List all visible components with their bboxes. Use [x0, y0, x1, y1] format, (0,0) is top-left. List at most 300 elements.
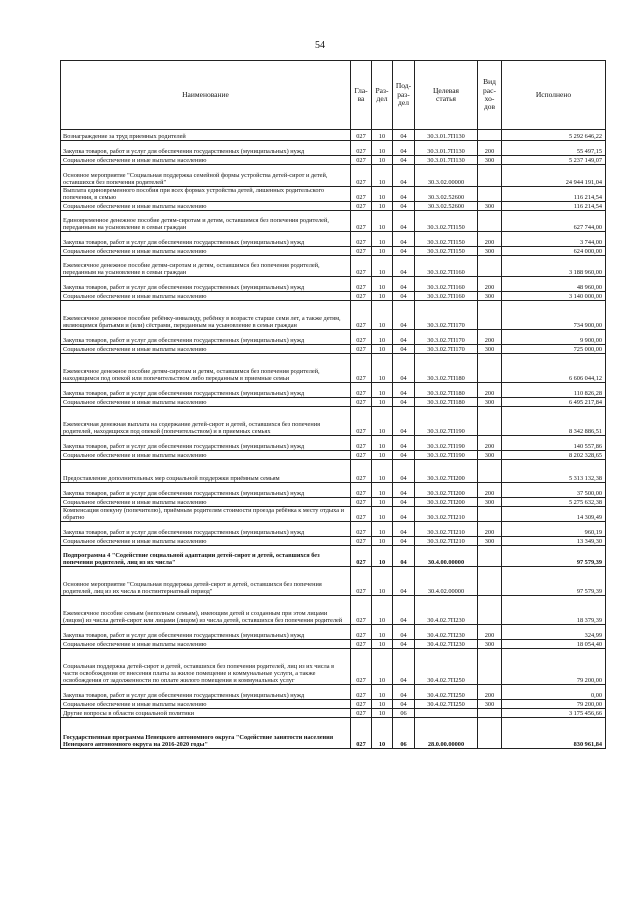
row-podrazdel: 06: [393, 718, 415, 749]
row-glava: 027: [351, 345, 372, 354]
row-amount: 3 140 000,00: [502, 292, 606, 301]
row-name: Закупка товаров, работ и услуг для обеспечения государственных (муниципальных) нужд: [61, 330, 351, 345]
row-amount: 734 900,00: [502, 301, 606, 330]
row-razdel: 10: [372, 187, 393, 202]
row-vid: [478, 709, 502, 718]
table-row: [61, 165, 606, 187]
row-name: Социальное обеспечение и иные выплаты населению: [61, 292, 351, 301]
row-vid: 200: [478, 330, 502, 345]
row-target: 30.3.02.52600: [415, 187, 478, 202]
table-row: [61, 277, 606, 292]
row-razdel: 10: [372, 546, 393, 567]
table-row: [61, 567, 606, 596]
row-name: Единовременное денежное пособие детям-сиротам и детям, оставшимся без попечения родителей, переданным на усыновление в семьи граждан: [61, 211, 351, 232]
row-podrazdel: 04: [393, 211, 415, 232]
row-amount: 5 313 132,38: [502, 460, 606, 483]
row-target: [415, 709, 478, 718]
row-target: 28.0.00.00000: [415, 718, 478, 749]
row-vid: 300: [478, 292, 502, 301]
row-amount: 116 214,54: [502, 187, 606, 202]
row-razdel: 10: [372, 522, 393, 537]
row-podrazdel: 04: [393, 354, 415, 383]
row-razdel: 10: [372, 383, 393, 398]
row-glava: 027: [351, 156, 372, 165]
row-razdel: 10: [372, 292, 393, 301]
row-amount: 9 900,00: [502, 330, 606, 345]
row-amount: 3 744,00: [502, 232, 606, 247]
page-number: 54: [315, 40, 325, 51]
row-podrazdel: 04: [393, 640, 415, 649]
row-target: 30.3.02.7П200: [415, 460, 478, 483]
table-row: [61, 546, 606, 567]
row-vid: 300: [478, 537, 502, 546]
row-glava: 027: [351, 537, 372, 546]
table-row: [61, 330, 606, 345]
row-name: Социальное обеспечение и иные выплаты населению: [61, 398, 351, 407]
row-amount: 79 200,00: [502, 700, 606, 709]
table-row: [61, 483, 606, 498]
row-name: Ежемесячная денежная выплата на содержание детей-сирот и детей, оставшихся без попечения родителей, находящихся под опекой (попечительством) и в приемных семьях: [61, 407, 351, 436]
row-amount: 5 292 646,22: [502, 130, 606, 141]
row-name: Государственная программа Ненецкого автономного округа "Содействие занятости населения Ненецкого автономного округа на 2016-2020 годы": [61, 718, 351, 749]
row-vid: 200: [478, 436, 502, 451]
table-row: [61, 709, 606, 718]
row-podrazdel: 04: [393, 522, 415, 537]
row-name: Ежемесячное денежное пособие ребёнку-инвалиду, ребёнку в возрасте старше семи лет, а также детям, являющимся братьями и (или) сёстрами, переданным на усыновление в семьи граждан: [61, 301, 351, 330]
row-name: Социальное обеспечение и иные выплаты населению: [61, 156, 351, 165]
row-target: 30.4.02.7П250: [415, 649, 478, 685]
table-row: [61, 649, 606, 685]
row-glava: 027: [351, 709, 372, 718]
header-razdel: Раз- дел: [372, 61, 393, 130]
row-name: Закупка товаров, работ и услуг для обеспечения государственных (муниципальных) нужд: [61, 522, 351, 537]
row-podrazdel: 04: [393, 498, 415, 507]
row-razdel: 10: [372, 596, 393, 625]
row-target: 30.3.02.7П150: [415, 211, 478, 232]
row-name: Основное мероприятие "Социальная поддержка детей-сирот и детей, оставшихся без попечения родителей, лиц из их числа в постинтернатный период": [61, 567, 351, 596]
row-vid: [478, 301, 502, 330]
row-razdel: 10: [372, 130, 393, 141]
row-glava: 027: [351, 567, 372, 596]
row-name: Ежемесячное денежное пособие детям-сиротам и детям, оставшимся без попечения родителей, находящимся под опекой или попечительством либо переданным в приемные семьи: [61, 354, 351, 383]
row-razdel: 10: [372, 436, 393, 451]
row-vid: 200: [478, 383, 502, 398]
row-razdel: 10: [372, 483, 393, 498]
row-target: 30.3.02.00000: [415, 165, 478, 187]
row-amount: 960,19: [502, 522, 606, 537]
row-razdel: 10: [372, 277, 393, 292]
row-target: 30.3.02.7П180: [415, 398, 478, 407]
row-target: 30.4.02.7П250: [415, 700, 478, 709]
row-podrazdel: 04: [393, 292, 415, 301]
table-row: [61, 292, 606, 301]
table-row: [61, 596, 606, 625]
row-razdel: 10: [372, 460, 393, 483]
row-vid: [478, 354, 502, 383]
row-razdel: 10: [372, 640, 393, 649]
row-vid: 300: [478, 345, 502, 354]
row-podrazdel: 04: [393, 256, 415, 277]
row-vid: 200: [478, 483, 502, 498]
row-name: Закупка товаров, работ и услуг для обеспечения государственных (муниципальных) нужд: [61, 232, 351, 247]
row-glava: 027: [351, 507, 372, 522]
row-razdel: 10: [372, 700, 393, 709]
row-glava: 027: [351, 383, 372, 398]
row-name: Закупка товаров, работ и услуг для обеспечения государственных (муниципальных) нужд: [61, 141, 351, 156]
table-row: [61, 700, 606, 709]
table-row: [61, 537, 606, 546]
row-glava: 027: [351, 407, 372, 436]
table-row: [61, 141, 606, 156]
row-razdel: 10: [372, 537, 393, 546]
row-podrazdel: 04: [393, 567, 415, 596]
row-glava: 027: [351, 202, 372, 211]
row-amount: 324,99: [502, 625, 606, 640]
row-amount: 97 579,39: [502, 546, 606, 567]
row-podrazdel: 04: [393, 451, 415, 460]
row-razdel: 10: [372, 345, 393, 354]
row-razdel: 10: [372, 156, 393, 165]
row-name: Социальное обеспечение и иные выплаты населению: [61, 451, 351, 460]
row-amount: 97 579,39: [502, 567, 606, 596]
row-razdel: 10: [372, 685, 393, 700]
row-target: 30.3.02.7П210: [415, 507, 478, 522]
row-podrazdel: 04: [393, 537, 415, 546]
row-target: 30.3.02.7П200: [415, 498, 478, 507]
row-podrazdel: 04: [393, 407, 415, 436]
table-row: [61, 460, 606, 483]
row-razdel: 10: [372, 202, 393, 211]
row-podrazdel: 04: [393, 483, 415, 498]
header-target: Целевая статья: [415, 61, 478, 130]
row-razdel: 10: [372, 141, 393, 156]
table-row: [61, 640, 606, 649]
row-name: Социальное обеспечение и иные выплаты населению: [61, 202, 351, 211]
row-vid: [478, 596, 502, 625]
row-name: Предоставление дополнительных мер социальной поддержки приёмным семьям: [61, 460, 351, 483]
table-row: [61, 507, 606, 522]
row-amount: 3 188 960,00: [502, 256, 606, 277]
row-podrazdel: 04: [393, 165, 415, 187]
row-glava: 027: [351, 451, 372, 460]
row-amount: 624 000,00: [502, 247, 606, 256]
row-name: Подпрограмма 4 "Содействие социальной адаптации детей-сирот и детей, оставшихся без попечения родителей, лиц из их числа": [61, 546, 351, 567]
row-glava: 027: [351, 354, 372, 383]
row-vid: 300: [478, 498, 502, 507]
row-vid: [478, 460, 502, 483]
row-razdel: 10: [372, 301, 393, 330]
row-razdel: 10: [372, 649, 393, 685]
row-glava: 027: [351, 718, 372, 749]
row-amount: 13 349,30: [502, 537, 606, 546]
row-amount: 6 495 217,84: [502, 398, 606, 407]
row-glava: 027: [351, 685, 372, 700]
row-vid: [478, 187, 502, 202]
row-name: Ежемесячное денежное пособие детям-сиротам и детям, оставшимся без попечения родителей, переданным на усыновление в семьи граждан: [61, 256, 351, 277]
row-vid: 300: [478, 700, 502, 709]
row-podrazdel: 04: [393, 247, 415, 256]
row-podrazdel: 04: [393, 141, 415, 156]
row-podrazdel: 04: [393, 460, 415, 483]
row-razdel: 10: [372, 256, 393, 277]
row-glava: 027: [351, 330, 372, 345]
row-name: Закупка товаров, работ и услуг для обеспечения государственных (муниципальных) нужд: [61, 436, 351, 451]
row-vid: [478, 211, 502, 232]
table-row: [61, 202, 606, 211]
header-done: Исполнено: [502, 61, 606, 130]
row-amount: 725 000,00: [502, 345, 606, 354]
row-name: Закупка товаров, работ и услуг для обеспечения государственных (муниципальных) нужд: [61, 685, 351, 700]
row-name: Закупка товаров, работ и услуг для обеспечения государственных (муниципальных) нужд: [61, 483, 351, 498]
row-vid: 300: [478, 451, 502, 460]
table-row: [61, 498, 606, 507]
row-target: 30.3.02.7П160: [415, 277, 478, 292]
row-vid: 200: [478, 232, 502, 247]
row-podrazdel: 04: [393, 330, 415, 345]
row-glava: 027: [351, 277, 372, 292]
row-name: Закупка товаров, работ и услуг для обеспечения государственных (муниципальных) нужд: [61, 625, 351, 640]
row-vid: 200: [478, 685, 502, 700]
row-amount: 18 379,39: [502, 596, 606, 625]
row-razdel: 10: [372, 507, 393, 522]
row-vid: 200: [478, 277, 502, 292]
row-razdel: 10: [372, 709, 393, 718]
row-razdel: 10: [372, 498, 393, 507]
row-amount: 0,00: [502, 685, 606, 700]
row-podrazdel: 04: [393, 546, 415, 567]
row-glava: 027: [351, 211, 372, 232]
row-name: Вознаграждение за труд приемных родителей: [61, 130, 351, 141]
row-podrazdel: 04: [393, 301, 415, 330]
header-glava: Гла- ва: [351, 61, 372, 130]
row-target: 30.4.02.7П230: [415, 625, 478, 640]
row-podrazdel: 04: [393, 232, 415, 247]
row-name: Социальное обеспечение и иные выплаты населению: [61, 247, 351, 256]
row-podrazdel: 04: [393, 398, 415, 407]
row-razdel: 10: [372, 567, 393, 596]
row-vid: [478, 407, 502, 436]
row-name: Социальное обеспечение и иные выплаты населению: [61, 640, 351, 649]
table-row: [61, 156, 606, 165]
table-row: [61, 301, 606, 330]
row-vid: 300: [478, 247, 502, 256]
table-row: [61, 718, 606, 749]
table-row: [61, 451, 606, 460]
row-podrazdel: 04: [393, 187, 415, 202]
row-target: 30.3.02.7П150: [415, 247, 478, 256]
row-amount: 24 944 191,04: [502, 165, 606, 187]
row-target: 30.4.02.7П230: [415, 640, 478, 649]
header-name: Наименование: [61, 61, 351, 130]
row-vid: 300: [478, 156, 502, 165]
table-row: [61, 256, 606, 277]
row-razdel: 10: [372, 330, 393, 345]
row-name: Социальное обеспечение и иные выплаты населению: [61, 498, 351, 507]
row-target: 30.4.02.7П230: [415, 596, 478, 625]
row-target: 30.3.01.7П130: [415, 156, 478, 165]
row-razdel: 10: [372, 398, 393, 407]
table-row: [61, 354, 606, 383]
row-target: 30.3.02.7П160: [415, 256, 478, 277]
row-target: 30.3.01.7П130: [415, 141, 478, 156]
row-target: 30.3.02.7П180: [415, 354, 478, 383]
row-glava: 027: [351, 130, 372, 141]
row-podrazdel: 04: [393, 700, 415, 709]
row-target: 30.3.02.7П210: [415, 522, 478, 537]
row-glava: 027: [351, 640, 372, 649]
row-podrazdel: 04: [393, 685, 415, 700]
table-row: [61, 625, 606, 640]
table-row: [61, 436, 606, 451]
row-amount: 8 202 328,65: [502, 451, 606, 460]
row-target: 30.3.02.7П160: [415, 292, 478, 301]
row-razdel: 10: [372, 211, 393, 232]
row-target: 30.3.02.7П170: [415, 345, 478, 354]
row-name: Закупка товаров, работ и услуг для обеспечения государственных (муниципальных) нужд: [61, 277, 351, 292]
row-vid: [478, 718, 502, 749]
row-amount: 110 826,28: [502, 383, 606, 398]
table-row: [61, 383, 606, 398]
row-amount: 14 309,49: [502, 507, 606, 522]
row-glava: 027: [351, 301, 372, 330]
row-amount: 37 500,00: [502, 483, 606, 498]
row-razdel: 10: [372, 354, 393, 383]
row-glava: 027: [351, 460, 372, 483]
row-vid: [478, 165, 502, 187]
table-row: [61, 345, 606, 354]
row-razdel: 10: [372, 165, 393, 187]
row-amount: 79 200,00: [502, 649, 606, 685]
row-podrazdel: 04: [393, 383, 415, 398]
row-glava: 027: [351, 232, 372, 247]
row-name: Основное мероприятие "Социальная поддержка семейной формы устройства детей-сирот и детей, оставшихся без попечения родителей": [61, 165, 351, 187]
header-vid: Вид рас- хо- дов: [478, 61, 502, 130]
row-target: 30.3.02.7П170: [415, 301, 478, 330]
row-vid: [478, 256, 502, 277]
row-podrazdel: 06: [393, 709, 415, 718]
table-row: [61, 187, 606, 202]
row-vid: [478, 130, 502, 141]
row-podrazdel: 04: [393, 436, 415, 451]
row-name: Выплата единовременного пособия при всех формах устройства детей, лишенных родительского попечения, в семью: [61, 187, 351, 202]
row-podrazdel: 04: [393, 202, 415, 211]
row-amount: 3 175 456,66: [502, 709, 606, 718]
row-name: Закупка товаров, работ и услуг для обеспечения государственных (муниципальных) нужд: [61, 383, 351, 398]
row-vid: 300: [478, 398, 502, 407]
row-glava: 027: [351, 292, 372, 301]
table-row: [61, 522, 606, 537]
row-vid: [478, 546, 502, 567]
header-podrazdel: Под- раз- дел: [393, 61, 415, 130]
table-row: [61, 211, 606, 232]
row-vid: 200: [478, 522, 502, 537]
row-glava: 027: [351, 398, 372, 407]
row-glava: 027: [351, 625, 372, 640]
row-glava: 027: [351, 247, 372, 256]
row-amount: 18 054,40: [502, 640, 606, 649]
row-target: 30.3.01.7П130: [415, 130, 478, 141]
table-header-row: [61, 61, 606, 130]
row-glava: 027: [351, 522, 372, 537]
row-glava: 027: [351, 256, 372, 277]
row-target: 30.3.02.7П190: [415, 407, 478, 436]
row-amount: 6 606 044,12: [502, 354, 606, 383]
row-target: 30.3.02.7П170: [415, 330, 478, 345]
table-row: [61, 407, 606, 436]
row-amount: 55 497,15: [502, 141, 606, 156]
row-podrazdel: 04: [393, 596, 415, 625]
row-glava: 027: [351, 546, 372, 567]
row-amount: 116 214,54: [502, 202, 606, 211]
row-target: 30.3.02.52600: [415, 202, 478, 211]
row-podrazdel: 04: [393, 625, 415, 640]
row-vid: [478, 567, 502, 596]
row-glava: 027: [351, 649, 372, 685]
row-podrazdel: 04: [393, 507, 415, 522]
row-vid: [478, 507, 502, 522]
row-amount: 140 557,86: [502, 436, 606, 451]
row-name: Социальное обеспечение и иные выплаты населению: [61, 537, 351, 546]
row-amount: 8 342 886,51: [502, 407, 606, 436]
row-name: Социальное обеспечение и иные выплаты населению: [61, 345, 351, 354]
row-glava: 027: [351, 596, 372, 625]
row-razdel: 10: [372, 625, 393, 640]
row-razdel: 10: [372, 247, 393, 256]
row-amount: 830 961,84: [502, 718, 606, 749]
row-name: Ежемесячное пособие семьям (неполным семьям), имеющим детей и созданным при этом лицами (лицом) из числа детей-сирот или лицами (лицом) из числа детей, оставшихся без попечения родителей: [61, 596, 351, 625]
row-glava: 027: [351, 187, 372, 202]
row-podrazdel: 04: [393, 345, 415, 354]
table-row: [61, 398, 606, 407]
row-target: 30.3.02.7П200: [415, 483, 478, 498]
row-vid: 300: [478, 202, 502, 211]
row-razdel: 10: [372, 718, 393, 749]
row-target: 30.4.00.00000: [415, 546, 478, 567]
row-target: 30.3.02.7П180: [415, 383, 478, 398]
row-amount: 627 744,00: [502, 211, 606, 232]
row-vid: 200: [478, 141, 502, 156]
row-amount: 48 960,00: [502, 277, 606, 292]
row-name: Другие вопросы в области социальной политики: [61, 709, 351, 718]
table-row: [61, 232, 606, 247]
row-vid: 300: [478, 640, 502, 649]
row-vid: 200: [478, 625, 502, 640]
row-podrazdel: 04: [393, 277, 415, 292]
row-target: 30.3.02.7П190: [415, 436, 478, 451]
row-target: 30.3.02.7П150: [415, 232, 478, 247]
row-razdel: 10: [372, 451, 393, 460]
row-target: 30.3.02.7П190: [415, 451, 478, 460]
row-glava: 027: [351, 498, 372, 507]
row-podrazdel: 04: [393, 130, 415, 141]
row-target: 30.3.02.7П210: [415, 537, 478, 546]
row-vid: [478, 649, 502, 685]
table-row: [61, 247, 606, 256]
row-podrazdel: 04: [393, 156, 415, 165]
row-glava: 027: [351, 436, 372, 451]
budget-table: [60, 60, 606, 749]
table-row: [61, 130, 606, 141]
row-amount: 5 275 632,38: [502, 498, 606, 507]
row-razdel: 10: [372, 232, 393, 247]
table-body: [61, 130, 606, 749]
row-podrazdel: 04: [393, 649, 415, 685]
row-target: 30.4.02.7П250: [415, 685, 478, 700]
row-glava: 027: [351, 165, 372, 187]
row-glava: 027: [351, 483, 372, 498]
table-row: [61, 685, 606, 700]
row-razdel: 10: [372, 407, 393, 436]
